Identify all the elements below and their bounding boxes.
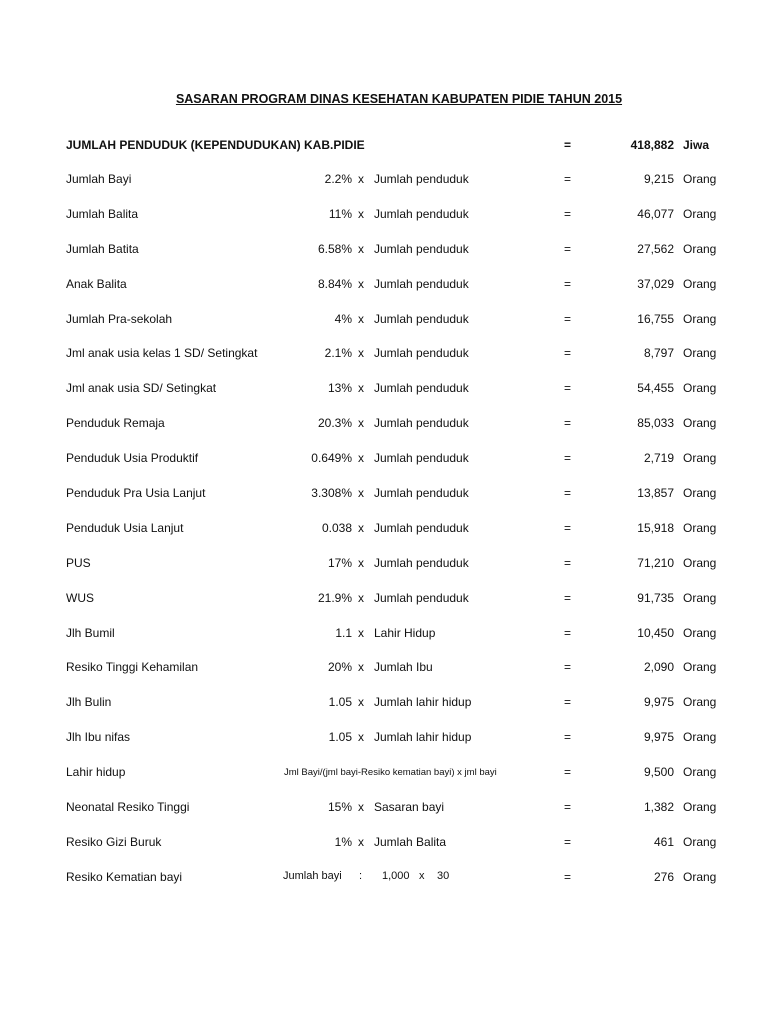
- table-row: [0, 312, 768, 347]
- row-value: 9,975: [643, 730, 674, 745]
- row-unit: Orang: [683, 800, 717, 815]
- multiply-sign: x: [358, 172, 364, 186]
- equals-sign: =: [564, 730, 572, 745]
- multiply-sign: x: [358, 730, 364, 745]
- equals-sign: =: [564, 555, 572, 570]
- row-unit: Orang: [683, 276, 717, 291]
- row-label: Resiko Kematian bayi: [66, 869, 183, 884]
- multiply-sign: x: [419, 869, 425, 882]
- table-row: [0, 660, 768, 695]
- row-basis: Jumlah lahir hidup: [374, 695, 472, 710]
- row-percentage: 6.58%: [317, 241, 352, 256]
- equals-sign: =: [564, 276, 572, 291]
- row-label: Jumlah Balita: [66, 206, 139, 221]
- equals-sign: =: [564, 800, 572, 815]
- row-label: Penduduk Usia Produktif: [66, 451, 199, 466]
- row-value: 1,382: [643, 800, 674, 815]
- row-unit: Orang: [683, 346, 717, 361]
- table-row: [0, 346, 768, 381]
- row-basis: Jumlah Balita: [374, 834, 447, 849]
- multiply-sign: x: [358, 520, 364, 535]
- equals-sign: =: [564, 590, 572, 605]
- row-label: Neonatal Resiko Tinggi: [66, 800, 190, 815]
- row-percentage: 1%: [334, 834, 352, 849]
- multiply-sign: x: [358, 800, 364, 815]
- row-unit: Orang: [683, 486, 717, 501]
- row-basis: Jumlah penduduk: [374, 555, 469, 570]
- table-row: [0, 242, 768, 277]
- row-basis: Jumlah Ibu: [374, 660, 433, 675]
- row-unit: Orang: [683, 381, 717, 396]
- row-value: 276: [653, 869, 674, 884]
- equals-sign: =: [564, 869, 572, 884]
- row-value: 37,029: [637, 276, 674, 291]
- row-percentage: 0.649%: [311, 451, 352, 466]
- row-percentage: 1.1: [335, 625, 352, 640]
- row-label: Anak Balita: [66, 276, 127, 291]
- row-percentage: 20.3%: [317, 416, 352, 431]
- row-value: 15,918: [637, 520, 674, 535]
- row-unit: Orang: [683, 555, 717, 570]
- row-basis: Jumlah penduduk: [374, 520, 469, 535]
- table-row: [0, 730, 768, 765]
- row-value: 9,975: [643, 695, 674, 710]
- table-row: [0, 521, 768, 556]
- equals-sign: =: [564, 172, 572, 186]
- row-label: Jlh Ibu nifas: [66, 730, 131, 745]
- row-basis: Jumlah penduduk: [374, 241, 469, 256]
- row-basis: Lahir Hidup: [374, 625, 436, 640]
- row-percentage: 21.9%: [317, 590, 352, 605]
- row-unit: Orang: [683, 625, 717, 640]
- table-row: [0, 172, 768, 207]
- multiply-sign: x: [358, 695, 364, 710]
- table-row: [0, 381, 768, 416]
- table-row: [0, 556, 768, 591]
- total-population-row: [0, 138, 768, 154]
- row-percentage: 20%: [327, 660, 352, 675]
- row-basis: Jumlah bayi: [283, 869, 342, 882]
- table-row: [0, 800, 768, 835]
- table-row: [0, 591, 768, 626]
- table-row: [0, 277, 768, 312]
- row-value: 2,719: [643, 451, 674, 466]
- row-value: 27,562: [637, 241, 674, 256]
- row-percentage: 15%: [327, 800, 352, 815]
- row-unit: Orang: [683, 451, 717, 466]
- row-unit: Orang: [683, 172, 717, 186]
- row-label: Resiko Tinggi Kehamilan: [66, 660, 199, 675]
- row-value: 8,797: [643, 346, 674, 361]
- row-value: 85,033: [637, 416, 674, 431]
- table-row: [0, 416, 768, 451]
- multiply-sign: x: [358, 834, 364, 849]
- multiply-sign: x: [358, 660, 364, 675]
- row-label: Lahir hidup: [66, 765, 126, 780]
- row-label: Resiko Gizi Buruk: [66, 834, 162, 849]
- row-unit: Orang: [683, 590, 717, 605]
- row-unit: Jiwa: [683, 138, 710, 152]
- equals-sign: =: [564, 451, 572, 466]
- row-basis: Jumlah penduduk: [374, 590, 469, 605]
- row-basis: Jumlah penduduk: [374, 276, 469, 291]
- table-row-kematian-bayi: [0, 870, 768, 905]
- table-row: [0, 835, 768, 870]
- row-unit: Orang: [683, 241, 717, 256]
- row-percentage: 11%: [328, 206, 352, 221]
- table-row: [0, 626, 768, 661]
- row-basis: Jumlah penduduk: [374, 416, 469, 431]
- row-unit: Orang: [683, 520, 717, 535]
- equals-sign: =: [564, 311, 572, 326]
- row-basis: Jumlah penduduk: [374, 172, 469, 186]
- row-percentage: 13%: [327, 381, 352, 396]
- row-percentage: 8.84%: [317, 276, 352, 291]
- equals-sign: =: [564, 625, 572, 640]
- row-value: 71,210: [637, 555, 674, 570]
- row-percentage: 17%: [327, 555, 352, 570]
- equals-sign: =: [564, 138, 572, 152]
- row-percentage: 3.308%: [311, 486, 352, 501]
- equals-sign: =: [564, 416, 572, 431]
- row-label: Penduduk Usia Lanjut: [66, 520, 184, 535]
- table-row: [0, 207, 768, 242]
- row-value: 461: [653, 834, 674, 849]
- row-percentage: 1.05: [328, 730, 352, 745]
- row-formula: Jml Bayi/(jml bayi-Resiko kematian bayi) x jml bayi: [284, 767, 497, 779]
- multiply-sign: x: [358, 486, 364, 501]
- page-title: SASARAN PROGRAM DINAS KESEHATAN KABUPATEN PIDIE TAHUN 2015: [175, 92, 623, 106]
- row-percentage: 0.038: [321, 520, 352, 535]
- equals-sign: =: [564, 834, 572, 849]
- multiply-sign: x: [358, 590, 364, 605]
- row-unit: Orang: [683, 660, 717, 675]
- row-label: PUS: [66, 555, 91, 570]
- multiply-sign: x: [358, 416, 364, 431]
- multiply-sign: x: [358, 206, 364, 221]
- row-label: Jlh Bulin: [66, 695, 112, 710]
- row-value: 9,500: [643, 765, 674, 780]
- row-value: 91,735: [637, 590, 674, 605]
- equals-sign: =: [564, 486, 572, 501]
- row-percentage: 1.05: [328, 695, 352, 710]
- row-label: Jlh Bumil: [66, 625, 115, 640]
- multiply-sign: x: [358, 346, 364, 361]
- row-unit: Orang: [683, 416, 717, 431]
- equals-sign: =: [564, 241, 572, 256]
- equals-sign: =: [564, 206, 572, 221]
- row-label: Jumlah Pra-sekolah: [66, 311, 173, 326]
- row-divisor: 1,000: [382, 869, 410, 882]
- equals-sign: =: [564, 765, 572, 780]
- row-basis: Jumlah lahir hidup: [374, 730, 472, 745]
- row-value: 2,090: [643, 660, 674, 675]
- table-row: [0, 451, 768, 486]
- row-label: Jumlah Batita: [66, 241, 139, 256]
- row-basis: Jumlah penduduk: [374, 346, 469, 361]
- table-row: [0, 695, 768, 730]
- row-basis: Jumlah penduduk: [374, 451, 469, 466]
- row-value: 16,755: [637, 311, 674, 326]
- row-label: WUS: [66, 590, 94, 605]
- equals-sign: =: [564, 660, 572, 675]
- row-percentage: 4%: [334, 311, 352, 326]
- row-multiplier: 30: [437, 869, 450, 882]
- row-basis: Jumlah penduduk: [374, 206, 469, 221]
- equals-sign: =: [564, 346, 572, 361]
- row-label: Jml anak usia SD/ Setingkat: [66, 381, 217, 396]
- row-unit: Orang: [683, 730, 717, 745]
- row-basis: Jumlah penduduk: [374, 486, 469, 501]
- multiply-sign: x: [358, 555, 364, 570]
- row-label: Penduduk Pra Usia Lanjut: [66, 486, 206, 501]
- row-label: JUMLAH PENDUDUK (KEPENDUDUKAN) KAB.PIDIE: [66, 138, 365, 152]
- row-basis: Sasaran bayi: [374, 800, 445, 815]
- row-label: Penduduk Remaja: [66, 416, 165, 431]
- row-unit: Orang: [683, 834, 717, 849]
- table-row-lahir-hidup: [0, 765, 768, 800]
- multiply-sign: x: [358, 276, 364, 291]
- multiply-sign: x: [358, 241, 364, 256]
- equals-sign: =: [564, 381, 572, 396]
- row-value: 13,857: [637, 486, 674, 501]
- target-table: [0, 172, 768, 905]
- multiply-sign: x: [358, 311, 364, 326]
- multiply-sign: x: [358, 451, 364, 466]
- row-basis: Jumlah penduduk: [374, 311, 469, 326]
- row-value: 9,215: [643, 172, 674, 186]
- row-basis: Jumlah penduduk: [374, 381, 469, 396]
- row-percentage: 2.2%: [324, 172, 352, 186]
- row-unit: Orang: [683, 206, 717, 221]
- row-percentage: 2.1%: [324, 346, 352, 361]
- row-unit: Orang: [683, 311, 717, 326]
- table-row: [0, 486, 768, 521]
- row-value: 46,077: [637, 206, 674, 221]
- equals-sign: =: [564, 520, 572, 535]
- row-value: 418,882: [630, 138, 674, 152]
- equals-sign: =: [564, 695, 572, 710]
- row-unit: Orang: [683, 869, 717, 884]
- row-label: Jumlah Bayi: [66, 172, 132, 186]
- colon-sign: :: [359, 869, 363, 882]
- multiply-sign: x: [358, 381, 364, 396]
- multiply-sign: x: [358, 625, 364, 640]
- row-unit: Orang: [683, 765, 717, 780]
- row-unit: Orang: [683, 695, 717, 710]
- row-value: 10,450: [637, 625, 674, 640]
- row-label: Jml anak usia kelas 1 SD/ Setingkat: [66, 346, 258, 361]
- row-value: 54,455: [637, 381, 674, 396]
